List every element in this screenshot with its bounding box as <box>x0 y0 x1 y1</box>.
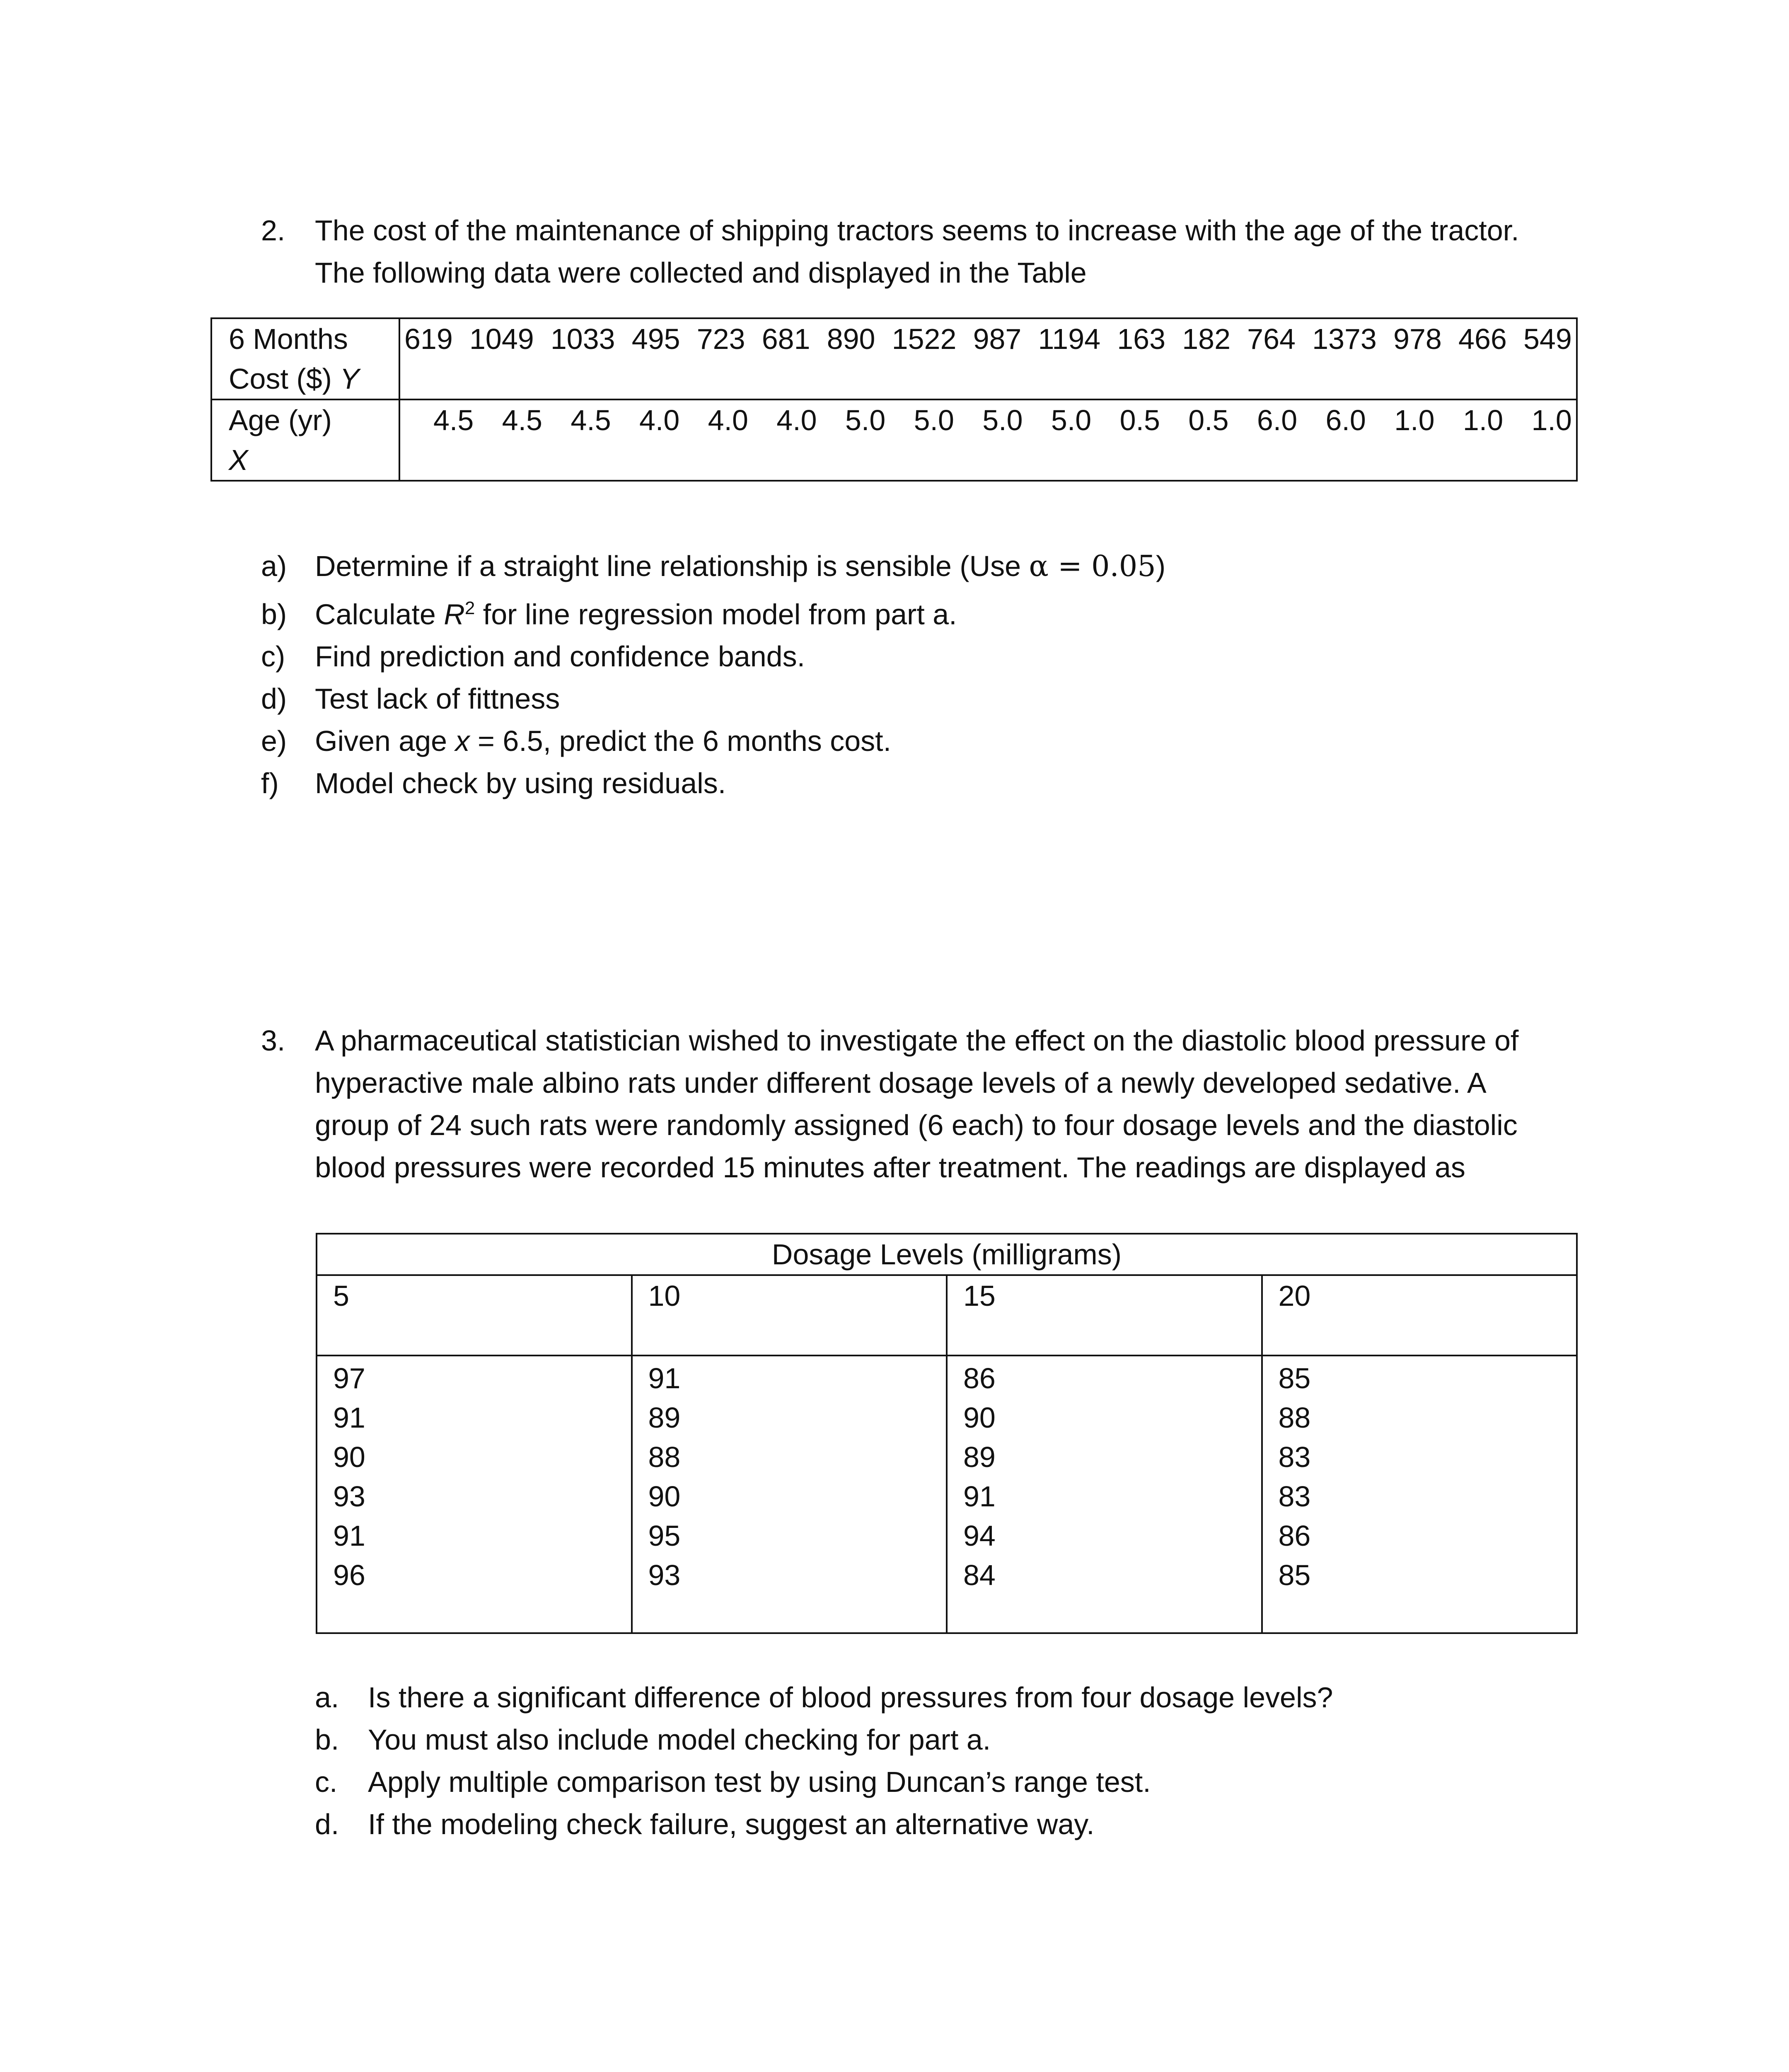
reading-value: 89 <box>648 1402 681 1434</box>
cost-value: 1522 <box>892 323 957 355</box>
problem-3-questions <box>315 1676 1333 1845</box>
cost-value: 987 <box>973 323 1022 355</box>
reading-value: 90 <box>963 1402 996 1434</box>
question-3b: b. You must also include model checking for part a. <box>315 1723 991 1756</box>
reading-value: 91 <box>963 1480 996 1513</box>
dosage-level-20: 20 <box>1262 1275 1577 1356</box>
reading-value: 83 <box>1278 1441 1311 1473</box>
age-value: 4.5 <box>433 404 474 436</box>
problem-3-paragraph: A pharmaceutical statistician wished to investigate the effect on the diastolic blood pressure of hyperactive male albino rats under different dosage levels of a newly developed sedative. A group of 24 such rats were randomly assigned (6 each) to four dosage levels and the diastolic blood pressures were recorded 15 minutes after treatment. The readings are displayed as <box>315 1024 1519 1184</box>
problem-3-number: 3. <box>261 1024 285 1057</box>
question-2b: b) Calculate $R^2$ for line regression model from part a. <box>261 598 957 631</box>
problem-2-number: 2. <box>261 214 285 247</box>
reading-value: 88 <box>1278 1402 1311 1434</box>
age-row <box>211 399 1577 481</box>
age-row-label: Age (yr) X <box>211 399 399 481</box>
age-value: 1.0 <box>1531 404 1572 436</box>
question-3c: c. Apply multiple comparison test by using Duncan’s range test. <box>315 1766 1151 1798</box>
question-2e: e) Given age x = 6.5, predict the 6 months cost. <box>261 725 892 758</box>
reading-value: 96 <box>333 1559 365 1591</box>
age-variable: X <box>229 444 248 476</box>
problem-2-intro-line-2: The following data were collected and displayed in the Table <box>315 257 1087 289</box>
dosage-table-header: Dosage Levels (milligrams) <box>317 1234 1577 1275</box>
age-value: 0.5 <box>1188 404 1229 436</box>
question-2f: f) Model check by using residuals. <box>261 767 726 800</box>
tractor-data-table <box>210 317 1578 482</box>
age-value: 5.0 <box>845 404 886 436</box>
reading-value: 88 <box>648 1441 681 1473</box>
reading-value: 89 <box>963 1441 996 1473</box>
reading-value: 95 <box>648 1520 681 1552</box>
cost-value: 1194 <box>1038 323 1101 355</box>
cost-value: 1049 <box>469 323 534 355</box>
cost-value: 182 <box>1182 323 1231 355</box>
reading-value: 91 <box>333 1520 365 1552</box>
age-value: 1.0 <box>1394 404 1435 436</box>
age-value: 4.0 <box>708 404 748 436</box>
reading-value: 91 <box>648 1362 681 1394</box>
reading-value: 84 <box>963 1559 996 1591</box>
age-value: 4.0 <box>776 404 817 436</box>
age-value: 6.0 <box>1257 404 1298 436</box>
cost-value: 1373 <box>1312 323 1377 355</box>
question-2c: c) Find prediction and confidence bands. <box>261 640 805 673</box>
question-3d: d. If the modeling check failure, suggest an alternative way. <box>315 1808 1095 1840</box>
cost-value: 163 <box>1117 323 1166 355</box>
cost-value: 549 <box>1523 323 1572 355</box>
question-2a: a) Determine if a straight line relationship is sensible (Use α = 0.05) <box>261 549 1166 583</box>
reading-value: 93 <box>333 1480 365 1513</box>
reading-value: 86 <box>1278 1520 1311 1552</box>
cost-value: 764 <box>1247 323 1296 355</box>
problem-2-questions <box>261 545 1165 804</box>
cost-value: 978 <box>1393 323 1442 355</box>
dosage-level-10: 10 <box>632 1275 947 1356</box>
dosage-15-readings <box>947 1356 1262 1633</box>
reading-value: 83 <box>1278 1480 1311 1513</box>
cost-value: 1033 <box>550 323 615 355</box>
cost-value: 466 <box>1458 323 1507 355</box>
cost-value: 890 <box>827 323 875 355</box>
dosage-level-5: 5 <box>317 1275 632 1356</box>
cost-value: 619 <box>404 323 453 355</box>
cost-value: 681 <box>762 323 810 355</box>
age-value: 1.0 <box>1463 404 1504 436</box>
cost-values <box>399 318 1577 399</box>
problem-2-intro-line-1: The cost of the maintenance of shipping tractors seems to increase with the age of the tractor. <box>315 214 1519 247</box>
dosage-5-readings <box>317 1356 632 1633</box>
cost-row <box>211 318 1577 399</box>
reading-value: 85 <box>1278 1559 1311 1591</box>
reading-value: 86 <box>963 1362 996 1394</box>
age-value: 4.5 <box>502 404 542 436</box>
reading-value: 94 <box>963 1520 996 1552</box>
age-values <box>399 399 1577 481</box>
age-value: 4.5 <box>571 404 611 436</box>
dosage-10-readings <box>632 1356 947 1633</box>
cost-row-label: 6 Months Cost ($) Y <box>211 318 399 399</box>
age-value: 4.0 <box>639 404 680 436</box>
dosage-20-readings <box>1262 1356 1577 1633</box>
dosage-table <box>316 1233 1578 1634</box>
reading-value: 90 <box>648 1480 681 1513</box>
reading-value: 91 <box>333 1402 365 1434</box>
cost-value: 495 <box>631 323 680 355</box>
reading-value: 90 <box>333 1441 365 1473</box>
age-value: 5.0 <box>982 404 1023 436</box>
question-2d: d) Test lack of fittness <box>261 683 560 715</box>
cost-label-text: Cost ($) <box>229 363 340 395</box>
reading-value: 93 <box>648 1559 681 1591</box>
question-3a: a. Is there a significant difference of blood pressures from four dosage levels? <box>315 1681 1333 1714</box>
cost-value: 723 <box>696 323 745 355</box>
age-value: 5.0 <box>1051 404 1092 436</box>
dosage-level-15: 15 <box>947 1275 1262 1356</box>
reading-value: 85 <box>1278 1362 1311 1394</box>
cost-variable: Y <box>340 363 360 395</box>
age-value: 6.0 <box>1325 404 1366 436</box>
age-value: 0.5 <box>1119 404 1160 436</box>
age-value: 5.0 <box>914 404 954 436</box>
reading-value: 97 <box>333 1362 365 1394</box>
